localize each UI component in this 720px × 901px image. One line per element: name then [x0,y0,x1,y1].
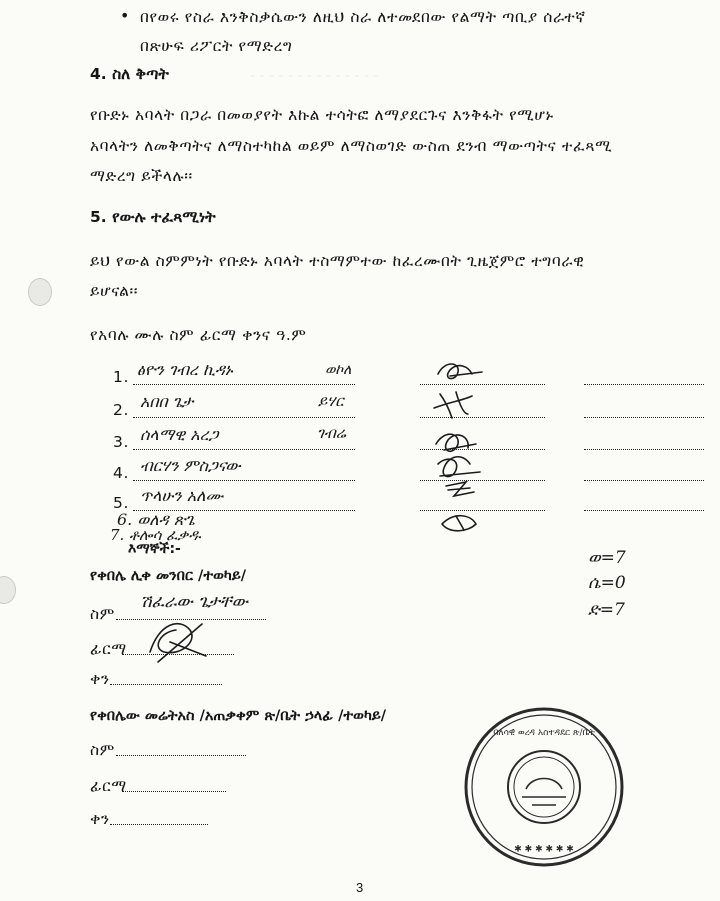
approver2-name-line [116,755,246,756]
member-date-line [584,480,704,481]
official-seal [462,705,627,870]
approver1-signature-label: ፊርማ [90,640,127,658]
section-4-heading: 4. ስለ ቅጣት [90,65,169,83]
approver1-name-handwritten: ሽፈራው ጌታቸው [140,592,248,612]
member-name-handwritten: አበበ ጌታ [140,392,194,411]
member-name-handwritten: ብርሃን ምስጋናው [140,456,241,475]
approver1-signature-scribble [140,612,220,672]
punch-hole-bottom [0,576,16,604]
seal-text: ባለሳዊ ወረዳ አስተዳደር ጽ/ቤት [493,728,595,738]
member-signatures [420,352,570,542]
approver2-date-label: ቀን [90,810,110,828]
section-5-line-2: ይሆናል፡፡ [90,282,139,300]
section-4-line-2: አባላትን ለመቅጣትና ለማስተካከል ወይም ለማስወገድ ውስጠ ደንብ ማውጣትና ተፈጻሚ [90,137,613,155]
member-number: 5. [113,494,129,512]
member-name-handwritten: ሰላማዊ አረጋ [140,425,219,444]
bullet-line-2: በጽሁፍ ሪፖርት የማድረግ [140,37,293,55]
member-date-line [584,510,704,511]
member-number: 4. [113,464,129,482]
member-number: 3. [113,433,129,451]
member-date-line [584,449,704,450]
members-header: የአባሉ ሙሉ ስም ፊርማ ቀንና ዓ.ም [90,326,307,344]
member-number: 1. [113,368,129,386]
signature-scribble [438,457,480,477]
signature-scribble [436,434,476,451]
member-date-line [584,384,704,385]
member-name-line [133,384,355,385]
page-number: 3 [356,880,364,895]
tally-line: ድ=7 [588,600,625,620]
approver2-signature-label: ፊርማ [90,777,127,795]
tally-line: ወ=7 [588,548,626,568]
approver1-date-label: ቀን [90,670,110,688]
member-extra-handwritten: ወኮለ [325,362,352,378]
extra-member-handwritten: 7. ቶሎሳ ፈቃዱ [110,526,201,544]
member-name-handwritten: ጥላሁን አለሙ [140,486,224,505]
show-through-text: - - - - - - - - - - - - - - [250,68,379,84]
signature-scribble [442,516,476,531]
tally-line: ሴ=0 [588,573,626,593]
approver2-name-label: ስም [90,741,115,759]
signature-scribble [438,364,482,379]
section-5-heading: 5. የውሉ ተፈጻሚነት [90,208,216,226]
member-name-line [133,417,355,418]
member-number: 2. [113,401,129,419]
svg-text:✱ ✱ ✱ ✱ ✱ ✱: ✱ ✱ ✱ ✱ ✱ ✱ [514,842,574,852]
approver1-date-line [110,684,222,685]
signature-scribble [446,482,474,496]
approver1-name-label: ስም [90,605,115,623]
section-4-line-1: የቡድኑ አባላት በጋራ በመወያየት እኩል ተሳትፎ ለማያደርጉና እንቅፋት የሚሆኑ [90,106,554,124]
witnesses-label: እማኞች:- [128,541,181,557]
punch-hole-top [28,278,52,306]
signature-scribble [434,392,472,418]
approver1-title: የቀበሌ ሊቀ መንበር /ተወካይ/ [90,568,247,584]
extra-member-handwritten: 6. ወለዳ ጽጌ [117,510,195,529]
bullet-icon: • [120,6,130,25]
member-extra-handwritten: ይሃር [318,392,344,410]
bullet-line-1: በየወሩ የስራ እንቅስቃሴውን ለዚህ ስራ ለተመደበው የልማት ጣቢያ ሰራተኛ [140,8,586,26]
member-date-line [584,417,704,418]
member-name-line [133,480,355,481]
approver2-title: የቀበሌው መሬትአስ /አጠቃቀም ጽ/ቤት ኃላፊ /ተወካይ/ [90,708,387,724]
approver2-date-line [110,824,208,825]
section-4-line-3: ማድረግ ይችላሉ፡፡ [90,167,193,185]
member-name-handwritten: ፅዮን ገብረ ኪዳኑ [137,360,233,379]
member-name-line [133,449,355,450]
approver2-signature-line [122,791,226,792]
section-5-line-1: ይህ የውል ስምምነት የቡድኑ አባላት ተስማምተው ከፈረሙበት ጊዜጀምሮ ተግባራዊ [90,252,585,270]
member-extra-handwritten: ገብሬ [317,424,346,442]
